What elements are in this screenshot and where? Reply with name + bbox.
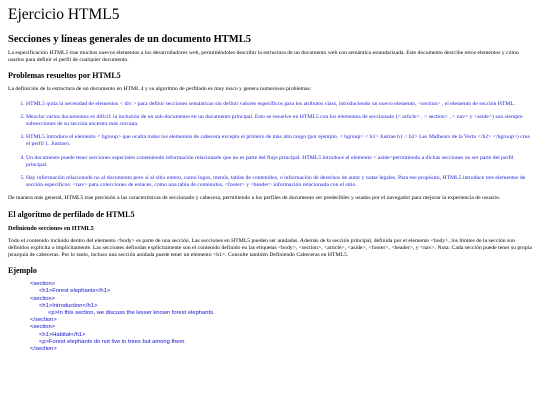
problems-heading: Problemas resueltos por HTML5 [8,71,121,81]
problems-intro: La definición de la estructura de un documento en HTML 4 y su algoritmo de perfilado es muy tosco y genera numerosos problemas: [8,86,312,93]
defining-paragraph: Todo el contenido incluido dentro del elemento <body> es parte de una sección. Las secciones en HTML5 pueden ser anidadas. Además de la sección principal, definida por el elemento <body>, los límites de la sección son definidos explícita o implícitamente. Las secciones definidas explícitamente son el contenido definido en las etiquetas <body>, <section>, <article>, <aside>, <footer>, <header>, y <nav>. Nota: Cada sección puede tener su propia jerarquía de cabeceras. Por lo tanto, incluso una sección anidada puede tener un elemento <h1>. Consulte también Definiendo Cabeceras en HTML5. [8,237,532,259]
code-line: <h1>Forest elephants</h1> [39,288,111,295]
code-line: <p>In this section, we discuss the lesser known forest elephants. [48,310,215,317]
problem-item: 3. HTML5 introduce el elemento < hgroup> que oculta todos los elementos de cabecera excepto el primero de más alto rango (por ejemplo, < hgroup> < h1> Justine h1 < h2> Les Malheurs de la Vertu </h2> </hgroup>) crea el perfil 1. Justine). [26,134,532,148]
example-heading: Ejemplo [8,266,37,276]
problems-list [8,101,532,190]
page-title: Ejercicio HTML5 [8,6,120,23]
problem-item: 1. HTML5 quita la necesidad de elementos < div > para definir secciones semánticas sin definir valores específicos para los atributos class, introduciendo un nuevo elemento, <section> , el elemento de sección HTML. [26,101,532,108]
code-example [30,281,532,353]
code-line: <h1>Introduction</h1> [39,302,98,309]
defining-heading: Definiendo secciones en HTML5 [8,224,94,232]
code-line: </section> [30,346,57,353]
intro-paragraph: La especificación HTML5 trae muchos nuevos elementos a los desarrolladores web, permitiéndoles describir la estructura de un documento web con semántica estandarizada. Este documento describe estos elementos y cómo usarlos para definir el perfil de cualquier documento. [8,50,519,64]
section-heading: Secciones y líneas generales de un documento HTML5 [8,34,251,45]
code-line: <p>Forest elephants do not live in trees but among them. [39,338,186,345]
code-line: <section> [30,324,56,331]
conclusion-paragraph: De manera más general, HTML5 trae precisión a las características de seccionado y cabecera, permitiendo a los perfiles de documento ser predecibles y usados por el navegador para mejorar la experiencia de usuario. [8,195,501,202]
code-line: <section> [30,281,56,288]
code-line: <h1>Habitat</h1> [39,331,86,338]
problem-item: 4. Un documento puede tener secciones especiales conteniendo información relacionado que no es parte del flujo principal. HTML5 introduce el elemento < aside>permitiendo a dichas secciones no ser parte del perfil principal. [26,155,532,169]
problem-item: 5. Hay información relacionado no al documento pero si al sitio entero, como logos, menús, tablas de contenidos, o información de derechos de autor y notas legales. Para ese propósito, HTML5 introduce tres elementos de sección específicos: <nav> para colecciones de enlaces, como una tabla de contenidos, <footer> y <header> información relacionada con el sitio. [26,175,532,189]
code-line: <section> [30,295,56,302]
problem-item: 2. Mezclar varios documentos es difícil: la inclusión de un sub-documento en un documento principal. Esto se resuelve en HTML5 con los elementos de seccionado (< article> , < section> , < nav> y <aside>) son siempre subsecciones de su sección ancestra más cercana. [26,114,532,128]
code-line: </section> [30,317,57,324]
algorithm-heading: El algoritmo de perfilado de HTML5 [8,209,135,219]
